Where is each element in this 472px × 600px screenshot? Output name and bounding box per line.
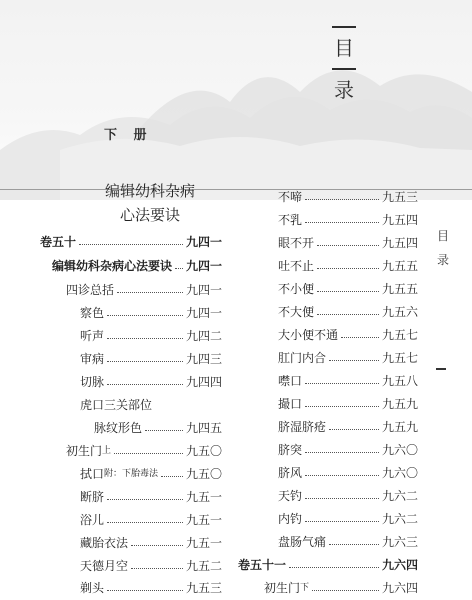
leader-dots	[317, 291, 379, 292]
toc-entry[interactable]: 虎口三关部位	[80, 398, 153, 412]
toc-entry[interactable]: 卷五十一 九六四	[238, 558, 418, 572]
leader-dots	[175, 268, 183, 269]
toc-entry[interactable]: 盘肠气痛 九六三	[278, 535, 418, 549]
toc-entry[interactable]: 脐突 九六〇	[278, 443, 418, 457]
leader-dots	[107, 315, 183, 316]
toc-entry[interactable]: 天德月空 九五二	[80, 559, 222, 573]
leader-dots	[107, 590, 183, 591]
toc-entry[interactable]: 审病 九四三	[80, 352, 222, 366]
leader-dots	[329, 360, 379, 361]
leader-dots	[289, 567, 379, 568]
toc-entry[interactable]: 卷五十 九四一	[40, 235, 222, 249]
toc-entry[interactable]: 断脐 九五一	[80, 490, 222, 504]
toc-entry[interactable]: 不乳 九五四	[278, 213, 418, 227]
leader-dots	[305, 199, 379, 200]
leader-dots	[341, 337, 379, 338]
leader-dots	[305, 406, 379, 407]
leader-dots	[317, 245, 379, 246]
toc-entry[interactable]: 听声 九四二	[80, 329, 222, 343]
leader-dots	[107, 338, 183, 339]
leader-dots	[305, 498, 379, 499]
toc-entry[interactable]: 藏胎衣法 九五一	[80, 536, 222, 550]
toc-entry[interactable]: 不小便 九五五	[278, 282, 418, 296]
toc-entry[interactable]: 剃头 九五三	[80, 581, 222, 595]
section-title-line-2: 心法要诀	[119, 206, 180, 224]
toc-entry[interactable]: 切脉 九四四	[80, 375, 222, 389]
side-label-char-1: 目	[436, 229, 449, 243]
section-title-line-1: 编辑幼科杂病	[104, 182, 195, 200]
title-char-bottom: 录	[334, 78, 354, 102]
leader-dots	[107, 499, 183, 500]
leader-dots	[107, 361, 183, 362]
leader-dots	[131, 545, 183, 546]
leader-dots	[114, 453, 183, 454]
toc-entry[interactable]: 撮口 九五九	[278, 397, 418, 411]
toc-entry[interactable]: 初生门 上 九五〇	[66, 444, 222, 458]
leader-dots	[305, 452, 379, 453]
leader-dots	[79, 244, 183, 245]
leader-dots	[317, 268, 379, 269]
leader-dots	[305, 521, 379, 522]
toc-entry[interactable]: 内钓 九六二	[278, 512, 418, 526]
leader-dots	[317, 314, 379, 315]
toc-entry[interactable]: 察色 九四一	[80, 306, 222, 320]
toc-entry[interactable]: 肛门内合 九五七	[278, 351, 418, 365]
leader-dots	[305, 383, 379, 384]
title-dash-top	[332, 26, 356, 28]
title-dash-middle	[332, 68, 356, 70]
leader-dots	[305, 222, 379, 223]
leader-dots	[117, 292, 183, 293]
toc-entry[interactable]: 不大便 九五六	[278, 305, 418, 319]
toc-entry[interactable]: 大小便不通 九五七	[278, 328, 418, 342]
toc-title	[324, 20, 364, 104]
ink-mountain-illustration	[0, 0, 472, 200]
toc-entry[interactable]: 脐湿脐疮 九五九	[278, 420, 418, 434]
title-char-top: 目	[334, 36, 354, 60]
leader-dots	[329, 429, 379, 430]
leader-dots	[161, 476, 183, 477]
leader-dots	[329, 544, 379, 545]
leader-dots	[312, 590, 379, 591]
toc-entry[interactable]: 吐不止 九五五	[278, 259, 418, 273]
toc-entry[interactable]: 脉纹形色 九四五	[94, 421, 222, 435]
toc-entry[interactable]: 不啼 九五三	[278, 190, 418, 204]
toc-entry[interactable]: 拭口 附：下胎毒法 九五〇	[80, 467, 222, 481]
toc-entry[interactable]: 天钓 九六二	[278, 489, 418, 503]
leader-dots	[107, 384, 183, 385]
toc-entry[interactable]: 脐风 九六〇	[278, 466, 418, 480]
toc-entry[interactable]: 浴儿 九五一	[80, 513, 222, 527]
side-page-mark	[436, 368, 446, 370]
toc-entry[interactable]: 初生门 下 九六四	[264, 581, 418, 595]
leader-dots	[145, 430, 183, 431]
toc-entry[interactable]: 四诊总括 九四一	[66, 283, 222, 297]
volume-label: 下 册	[104, 128, 153, 143]
leader-dots	[131, 568, 183, 569]
toc-entry[interactable]: 噤口 九五八	[278, 374, 418, 388]
toc-entry[interactable]: 眼不开 九五四	[278, 236, 418, 250]
side-label-char-2: 录	[436, 253, 449, 267]
leader-dots	[107, 522, 183, 523]
toc-entry[interactable]: 编辑幼科杂病心法要诀 九四一	[52, 259, 222, 273]
side-running-header	[435, 224, 451, 272]
leader-dots	[305, 475, 379, 476]
